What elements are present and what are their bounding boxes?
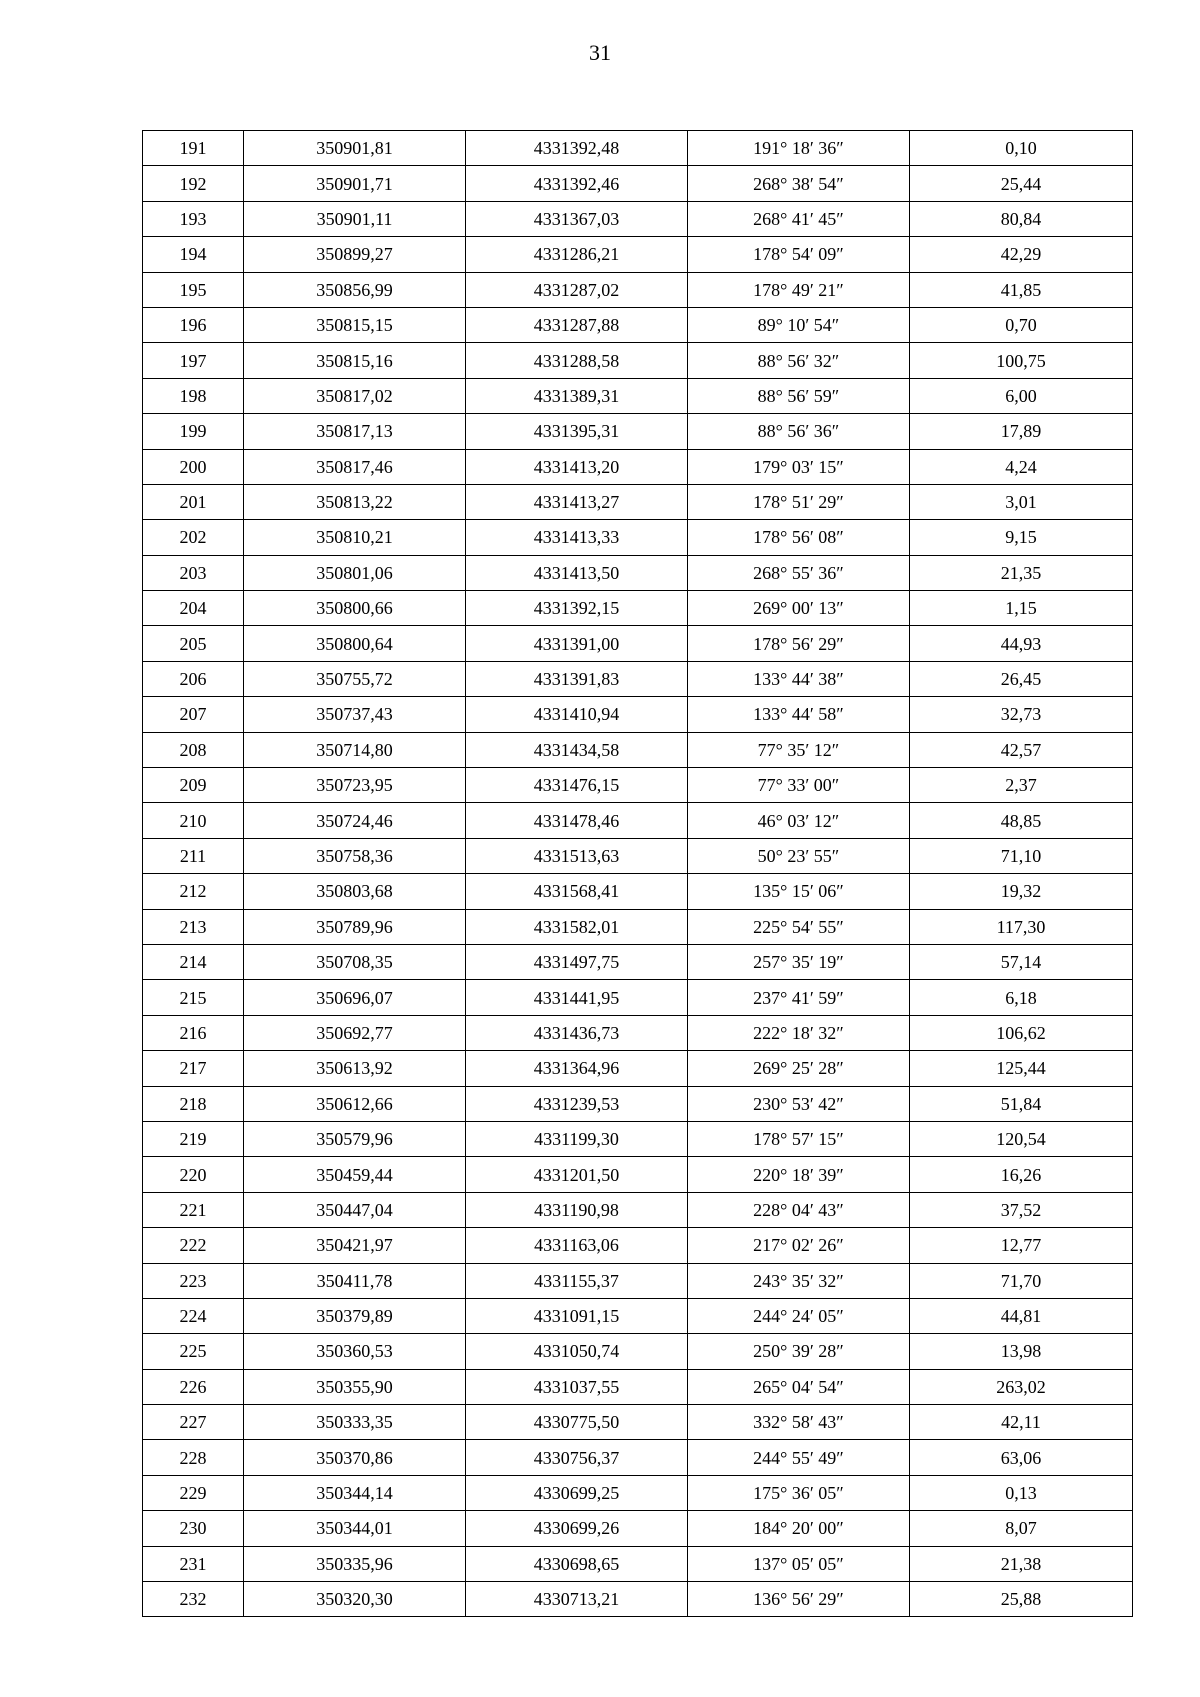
y-coordinate-cell: 4331568,41 [466,874,688,909]
distance-cell: 16,26 [910,1157,1133,1192]
direction-angle-cell: 268° 55′ 36″ [688,555,910,590]
y-coordinate-cell: 4331413,50 [466,555,688,590]
y-coordinate-cell: 4331037,55 [466,1369,688,1404]
distance-cell: 1,15 [910,591,1133,626]
distance-cell: 21,38 [910,1546,1133,1581]
distance-cell: 71,10 [910,838,1133,873]
direction-angle-cell: 88° 56′ 59″ [688,378,910,413]
distance-cell: 26,45 [910,661,1133,696]
point-number-cell: 227 [143,1405,244,1440]
y-coordinate-cell: 4330756,37 [466,1440,688,1475]
x-coordinate-cell: 350692,77 [244,1015,466,1050]
point-number-cell: 216 [143,1015,244,1050]
table-row [143,1263,1133,1298]
y-coordinate-cell: 4331391,00 [466,626,688,661]
direction-angle-cell: 178° 57′ 15″ [688,1121,910,1156]
distance-cell: 37,52 [910,1192,1133,1227]
table-row [143,1405,1133,1440]
table-row [143,661,1133,696]
distance-cell: 0,70 [910,307,1133,342]
table-row [143,1582,1133,1617]
table-row [143,343,1133,378]
point-number-cell: 204 [143,591,244,626]
direction-angle-cell: 222° 18′ 32″ [688,1015,910,1050]
table-row [143,768,1133,803]
table-row [143,378,1133,413]
x-coordinate-cell: 350813,22 [244,484,466,519]
y-coordinate-cell: 4331389,31 [466,378,688,413]
point-number-cell: 232 [143,1582,244,1617]
distance-cell: 25,88 [910,1582,1133,1617]
x-coordinate-cell: 350789,96 [244,909,466,944]
table-row [143,1121,1133,1156]
table-row [143,237,1133,272]
point-number-cell: 230 [143,1511,244,1546]
table-row [143,874,1133,909]
point-number-cell: 218 [143,1086,244,1121]
coordinates-table [142,130,1133,1617]
direction-angle-cell: 136° 56′ 29″ [688,1582,910,1617]
distance-cell: 42,11 [910,1405,1133,1440]
point-number-cell: 226 [143,1369,244,1404]
x-coordinate-cell: 350815,15 [244,307,466,342]
direction-angle-cell: 89° 10′ 54″ [688,307,910,342]
distance-cell: 51,84 [910,1086,1133,1121]
distance-cell: 6,00 [910,378,1133,413]
distance-cell: 120,54 [910,1121,1133,1156]
direction-angle-cell: 178° 56′ 29″ [688,626,910,661]
point-number-cell: 200 [143,449,244,484]
distance-cell: 4,24 [910,449,1133,484]
direction-angle-cell: 135° 15′ 06″ [688,874,910,909]
direction-angle-cell: 269° 25′ 28″ [688,1051,910,1086]
x-coordinate-cell: 350360,53 [244,1334,466,1369]
y-coordinate-cell: 4331434,58 [466,732,688,767]
x-coordinate-cell: 350612,66 [244,1086,466,1121]
point-number-cell: 191 [143,131,244,166]
direction-angle-cell: 178° 49′ 21″ [688,272,910,307]
y-coordinate-cell: 4331190,98 [466,1192,688,1227]
direction-angle-cell: 50° 23′ 55″ [688,838,910,873]
distance-cell: 3,01 [910,484,1133,519]
x-coordinate-cell: 350801,06 [244,555,466,590]
y-coordinate-cell: 4331201,50 [466,1157,688,1192]
table-row [143,1369,1133,1404]
point-number-cell: 221 [143,1192,244,1227]
point-number-cell: 212 [143,874,244,909]
y-coordinate-cell: 4331582,01 [466,909,688,944]
x-coordinate-cell: 350696,07 [244,980,466,1015]
point-number-cell: 231 [143,1546,244,1581]
x-coordinate-cell: 350737,43 [244,697,466,732]
table-row [143,626,1133,661]
point-number-cell: 210 [143,803,244,838]
y-coordinate-cell: 4331288,58 [466,343,688,378]
y-coordinate-cell: 4331199,30 [466,1121,688,1156]
distance-cell: 63,06 [910,1440,1133,1475]
y-coordinate-cell: 4331497,75 [466,944,688,979]
x-coordinate-cell: 350714,80 [244,732,466,767]
y-coordinate-cell: 4331239,53 [466,1086,688,1121]
distance-cell: 2,37 [910,768,1133,803]
x-coordinate-cell: 350379,89 [244,1298,466,1333]
table-row [143,803,1133,838]
x-coordinate-cell: 350758,36 [244,838,466,873]
point-number-cell: 201 [143,484,244,519]
table-row [143,909,1133,944]
y-coordinate-cell: 4330699,26 [466,1511,688,1546]
table-row [143,201,1133,236]
direction-angle-cell: 250° 39′ 28″ [688,1334,910,1369]
distance-cell: 12,77 [910,1228,1133,1263]
table-row [143,520,1133,555]
y-coordinate-cell: 4331392,48 [466,131,688,166]
point-number-cell: 198 [143,378,244,413]
direction-angle-cell: 268° 41′ 45″ [688,201,910,236]
y-coordinate-cell: 4331413,27 [466,484,688,519]
distance-cell: 6,18 [910,980,1133,1015]
x-coordinate-cell: 350724,46 [244,803,466,838]
point-number-cell: 195 [143,272,244,307]
point-number-cell: 217 [143,1051,244,1086]
x-coordinate-cell: 350817,02 [244,378,466,413]
x-coordinate-cell: 350613,92 [244,1051,466,1086]
table-row [143,1511,1133,1546]
point-number-cell: 229 [143,1475,244,1510]
x-coordinate-cell: 350899,27 [244,237,466,272]
y-coordinate-cell: 4331413,20 [466,449,688,484]
y-coordinate-cell: 4331155,37 [466,1263,688,1298]
x-coordinate-cell: 350579,96 [244,1121,466,1156]
table-row [143,1298,1133,1333]
direction-angle-cell: 133° 44′ 38″ [688,661,910,696]
x-coordinate-cell: 350355,90 [244,1369,466,1404]
point-number-cell: 196 [143,307,244,342]
distance-cell: 117,30 [910,909,1133,944]
table-row [143,1546,1133,1581]
direction-angle-cell: 257° 35′ 19″ [688,944,910,979]
point-number-cell: 224 [143,1298,244,1333]
table-row [143,1051,1133,1086]
point-number-cell: 203 [143,555,244,590]
table-row [143,1086,1133,1121]
direction-angle-cell: 269° 00′ 13″ [688,591,910,626]
direction-angle-cell: 225° 54′ 55″ [688,909,910,944]
page-number: 31 [589,40,611,65]
y-coordinate-cell: 4331478,46 [466,803,688,838]
point-number-cell: 222 [143,1228,244,1263]
direction-angle-cell: 332° 58′ 43″ [688,1405,910,1440]
point-number-cell: 213 [143,909,244,944]
x-coordinate-cell: 350333,35 [244,1405,466,1440]
direction-angle-cell: 77° 35′ 12″ [688,732,910,767]
table-row [143,1440,1133,1475]
direction-angle-cell: 191° 18′ 36″ [688,131,910,166]
distance-cell: 19,32 [910,874,1133,909]
distance-cell: 57,14 [910,944,1133,979]
y-coordinate-cell: 4330698,65 [466,1546,688,1581]
point-number-cell: 215 [143,980,244,1015]
y-coordinate-cell: 4331476,15 [466,768,688,803]
direction-angle-cell: 237° 41′ 59″ [688,980,910,1015]
table-row [143,1228,1133,1263]
distance-cell: 106,62 [910,1015,1133,1050]
x-coordinate-cell: 350800,66 [244,591,466,626]
table-row [143,980,1133,1015]
y-coordinate-cell: 4331091,15 [466,1298,688,1333]
table-row [143,838,1133,873]
table-row [143,414,1133,449]
point-number-cell: 214 [143,944,244,979]
x-coordinate-cell: 350344,14 [244,1475,466,1510]
point-number-cell: 205 [143,626,244,661]
x-coordinate-cell: 350815,16 [244,343,466,378]
x-coordinate-cell: 350344,01 [244,1511,466,1546]
direction-angle-cell: 137° 05′ 05″ [688,1546,910,1581]
point-number-cell: 208 [143,732,244,767]
x-coordinate-cell: 350901,11 [244,201,466,236]
y-coordinate-cell: 4331513,63 [466,838,688,873]
point-number-cell: 197 [143,343,244,378]
distance-cell: 44,81 [910,1298,1133,1333]
y-coordinate-cell: 4331286,21 [466,237,688,272]
direction-angle-cell: 175° 36′ 05″ [688,1475,910,1510]
distance-cell: 263,02 [910,1369,1133,1404]
direction-angle-cell: 88° 56′ 36″ [688,414,910,449]
y-coordinate-cell: 4331436,73 [466,1015,688,1050]
distance-cell: 13,98 [910,1334,1133,1369]
y-coordinate-cell: 4331392,15 [466,591,688,626]
distance-cell: 32,73 [910,697,1133,732]
table-row [143,307,1133,342]
direction-angle-cell: 178° 54′ 09″ [688,237,910,272]
table-row [143,944,1133,979]
distance-cell: 17,89 [910,414,1133,449]
point-number-cell: 202 [143,520,244,555]
direction-angle-cell: 265° 04′ 54″ [688,1369,910,1404]
table-row [143,732,1133,767]
point-number-cell: 228 [143,1440,244,1475]
x-coordinate-cell: 350370,86 [244,1440,466,1475]
direction-angle-cell: 243° 35′ 32″ [688,1263,910,1298]
direction-angle-cell: 228° 04′ 43″ [688,1192,910,1227]
point-number-cell: 225 [143,1334,244,1369]
point-number-cell: 199 [143,414,244,449]
point-number-cell: 194 [143,237,244,272]
direction-angle-cell: 88° 56′ 32″ [688,343,910,378]
distance-cell: 25,44 [910,166,1133,201]
x-coordinate-cell: 350320,30 [244,1582,466,1617]
y-coordinate-cell: 4330775,50 [466,1405,688,1440]
y-coordinate-cell: 4331391,83 [466,661,688,696]
x-coordinate-cell: 350803,68 [244,874,466,909]
point-number-cell: 223 [143,1263,244,1298]
direction-angle-cell: 178° 51′ 29″ [688,484,910,519]
direction-angle-cell: 244° 24′ 05″ [688,1298,910,1333]
x-coordinate-cell: 350335,96 [244,1546,466,1581]
distance-cell: 8,07 [910,1511,1133,1546]
distance-cell: 80,84 [910,201,1133,236]
table-row [143,131,1133,166]
y-coordinate-cell: 4331287,02 [466,272,688,307]
x-coordinate-cell: 350447,04 [244,1192,466,1227]
direction-angle-cell: 230° 53′ 42″ [688,1086,910,1121]
x-coordinate-cell: 350810,21 [244,520,466,555]
x-coordinate-cell: 350411,78 [244,1263,466,1298]
distance-cell: 21,35 [910,555,1133,590]
table-row [143,449,1133,484]
point-number-cell: 192 [143,166,244,201]
direction-angle-cell: 46° 03′ 12″ [688,803,910,838]
point-number-cell: 219 [143,1121,244,1156]
y-coordinate-cell: 4331410,94 [466,697,688,732]
direction-angle-cell: 268° 38′ 54″ [688,166,910,201]
table-row [143,1334,1133,1369]
x-coordinate-cell: 350901,81 [244,131,466,166]
y-coordinate-cell: 4330713,21 [466,1582,688,1617]
distance-cell: 0,13 [910,1475,1133,1510]
direction-angle-cell: 184° 20′ 00″ [688,1511,910,1546]
direction-angle-cell: 178° 56′ 08″ [688,520,910,555]
distance-cell: 71,70 [910,1263,1133,1298]
y-coordinate-cell: 4331364,96 [466,1051,688,1086]
coordinates-table-body [143,131,1133,1617]
distance-cell: 44,93 [910,626,1133,661]
direction-angle-cell: 244° 55′ 49″ [688,1440,910,1475]
table-row [143,1475,1133,1510]
x-coordinate-cell: 350800,64 [244,626,466,661]
x-coordinate-cell: 350755,72 [244,661,466,696]
y-coordinate-cell: 4331441,95 [466,980,688,1015]
table-row [143,697,1133,732]
distance-cell: 125,44 [910,1051,1133,1086]
direction-angle-cell: 77° 33′ 00″ [688,768,910,803]
point-number-cell: 206 [143,661,244,696]
y-coordinate-cell: 4331163,06 [466,1228,688,1263]
distance-cell: 48,85 [910,803,1133,838]
point-number-cell: 220 [143,1157,244,1192]
table-row [143,1157,1133,1192]
y-coordinate-cell: 4331287,88 [466,307,688,342]
table-row [143,591,1133,626]
x-coordinate-cell: 350723,95 [244,768,466,803]
distance-cell: 42,57 [910,732,1133,767]
table-row [143,1192,1133,1227]
direction-angle-cell: 179° 03′ 15″ [688,449,910,484]
distance-cell: 42,29 [910,237,1133,272]
direction-angle-cell: 217° 02′ 26″ [688,1228,910,1263]
x-coordinate-cell: 350708,35 [244,944,466,979]
table-row [143,1015,1133,1050]
x-coordinate-cell: 350421,97 [244,1228,466,1263]
y-coordinate-cell: 4331392,46 [466,166,688,201]
x-coordinate-cell: 350856,99 [244,272,466,307]
point-number-cell: 193 [143,201,244,236]
point-number-cell: 207 [143,697,244,732]
x-coordinate-cell: 350459,44 [244,1157,466,1192]
y-coordinate-cell: 4331413,33 [466,520,688,555]
point-number-cell: 211 [143,838,244,873]
table-row [143,484,1133,519]
x-coordinate-cell: 350817,46 [244,449,466,484]
point-number-cell: 209 [143,768,244,803]
table-row [143,166,1133,201]
y-coordinate-cell: 4330699,25 [466,1475,688,1510]
table-row [143,272,1133,307]
direction-angle-cell: 133° 44′ 58″ [688,697,910,732]
table-row [143,555,1133,590]
distance-cell: 41,85 [910,272,1133,307]
x-coordinate-cell: 350901,71 [244,166,466,201]
distance-cell: 100,75 [910,343,1133,378]
x-coordinate-cell: 350817,13 [244,414,466,449]
direction-angle-cell: 220° 18′ 39″ [688,1157,910,1192]
y-coordinate-cell: 4331367,03 [466,201,688,236]
distance-cell: 0,10 [910,131,1133,166]
y-coordinate-cell: 4331395,31 [466,414,688,449]
distance-cell: 9,15 [910,520,1133,555]
y-coordinate-cell: 4331050,74 [466,1334,688,1369]
